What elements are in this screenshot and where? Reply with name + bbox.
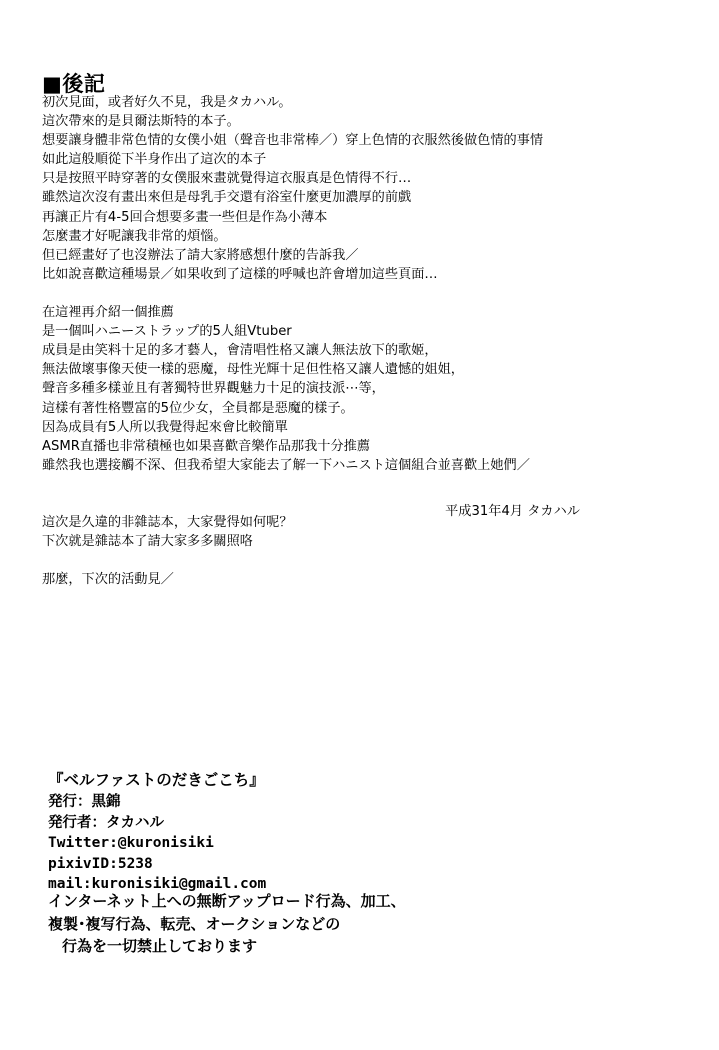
colophon-title: 『ベルファストのだきごこち』	[48, 771, 265, 789]
usage-notice	[48, 890, 688, 958]
body-line: 在這裡再介紹一個推薦	[42, 305, 174, 321]
body-line: 雖然這次沒有畫出來但是母乳手交還有浴室什麼更加濃厚的前戲	[42, 190, 412, 206]
notice-line: 複製･複写行為、転売、オークションなどの	[48, 914, 341, 933]
colophon-mail: mail:kuronisiki@gmail.com	[48, 876, 267, 892]
body-line: 怎麼畫才好呢讓我非常的煩惱。	[42, 228, 227, 244]
body-line: 再讓正片有4-5回合想要多畫一些但是作為小薄本	[42, 209, 328, 225]
colophon-twitter: Twitter:@kuronisiki	[48, 835, 214, 851]
body-line: 但已經畫好了也沒辦法了請大家將感想什麼的告訴我／	[42, 247, 359, 263]
body-line-spacer	[42, 551, 642, 570]
body-line: 下次就是雜誌本了請大家多多關照咯	[42, 534, 253, 550]
body-line: 那麼，下次的活動見／	[42, 572, 174, 588]
body-line: 這樣有著性格豐富的5位少女，全員都是惡魔的樣子。	[42, 400, 354, 416]
body-line: 聲音多種多樣並且有著獨特世界觀魅力十足的演技派⋯等，	[42, 381, 385, 397]
colophon-publisher: 発行：黒錦	[48, 794, 121, 810]
notice-line: 行為を一切禁止しております	[62, 937, 258, 955]
body-line: ASMR直播也非常積極也如果喜歡音樂作品那我十分推薦	[42, 438, 371, 454]
notice-line: インターネット上への無断アップロード行為、加工、	[48, 892, 406, 910]
body-line: 只是按照平時穿著的女僕服來畫就覺得這衣服真是色情得不行…	[42, 171, 412, 187]
body-line: 這次是久違的非雜誌本，大家覺得如何呢？	[42, 515, 293, 531]
body-line: 是一個叫ハニーストラップ的5人組Vtuber	[42, 324, 292, 340]
body-line: 如此這般順從下半身作出了這次的本子	[42, 152, 267, 168]
body-line: 無法做壞事像天使一樣的惡魔，母性光輝十足但性格又讓人遺憾的姐姐，	[42, 362, 464, 378]
body-line: 想要讓身體非常色情的女僕小姐（聲音也非常棒／）穿上色情的衣服然後做色情的事情	[42, 133, 544, 149]
body-line-spacer	[42, 284, 642, 303]
body-line: 這次帶來的是貝爾法斯特的本子。	[42, 114, 240, 130]
colophon	[48, 770, 668, 895]
colophon-pixiv-id: pixivID:5238	[48, 855, 153, 872]
afterword-heading: ■後記	[42, 72, 106, 96]
body-line: 成員是由笑料十足的多才藝人，會清唱性格又讓人無法放下的歌姬，	[42, 343, 438, 359]
body-line-spacer	[42, 475, 642, 494]
body-line: 雖然我也選接觸不深、但我希望大家能去了解一下ハニスト這個組合並喜歡上她們／	[42, 457, 530, 473]
afterword-signature: 平成31年4月 タカハル	[445, 504, 580, 519]
body-line: 因為成員有5人所以我覺得起來會比較簡單	[42, 419, 288, 435]
body-line: 比如說喜歡這種場景／如果收到了這樣的呼喊也許會增加這些頁面…	[42, 266, 438, 282]
body-line: 初次見面，或者好久不見，我是タカハル。	[42, 95, 292, 110]
colophon-author: 発行者：タカハル	[48, 814, 164, 831]
